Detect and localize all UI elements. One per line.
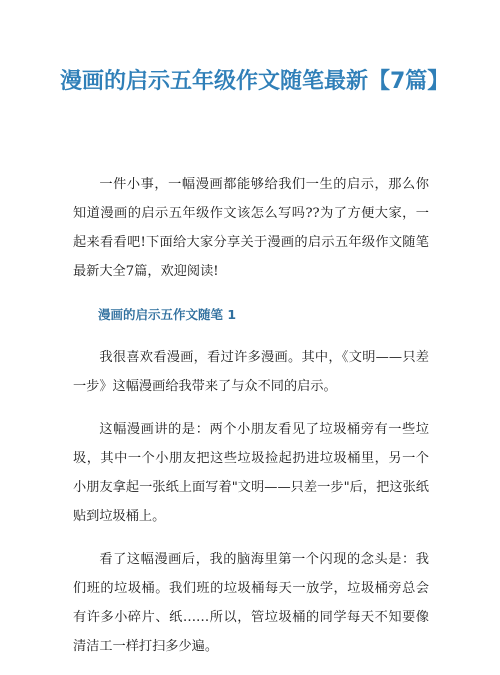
intro-paragraph: 一件小事，一幅漫画都能够给我们一生的启示，那么你知道漫画的启示五年级作文该怎么写吗??为了方便大家，一起来看看吧!下面给大家分享关于漫画的启示五年级作文随笔最新大全7篇，欢迎阅读! <box>73 177 429 279</box>
body-paragraph: 这幅漫画讲的是：两个小朋友看见了垃圾桶旁有一些垃圾，其中一个小朋友把这些垃圾捡起扔进垃圾桶里，另一个小朋友拿起一张纸上面写着"文明——只差一步"后，把这张纸贴到垃圾桶上。 <box>73 422 429 524</box>
body-paragraph: 看了这幅漫画后，我的脑海里第一个闪现的念头是：我们班的垃圾桶。我们班的垃圾桶每天一放学，垃圾桶旁总会有许多小碎片、纸……所以，管垃圾桶的同学每天不知要像清洁工一样打扫多少遍。 <box>73 552 429 654</box>
body-paragraph: 我很喜欢看漫画，看过许多漫画。其中，《文明——只差一步》这幅漫画给我带来了与众不同的启示。 <box>73 350 429 394</box>
document-title: 漫画的启示五年级作文随笔最新【7篇】 <box>60 69 450 94</box>
document-body <box>73 170 429 675</box>
section-heading: 漫画的启示五作文随笔 1 <box>98 307 237 322</box>
